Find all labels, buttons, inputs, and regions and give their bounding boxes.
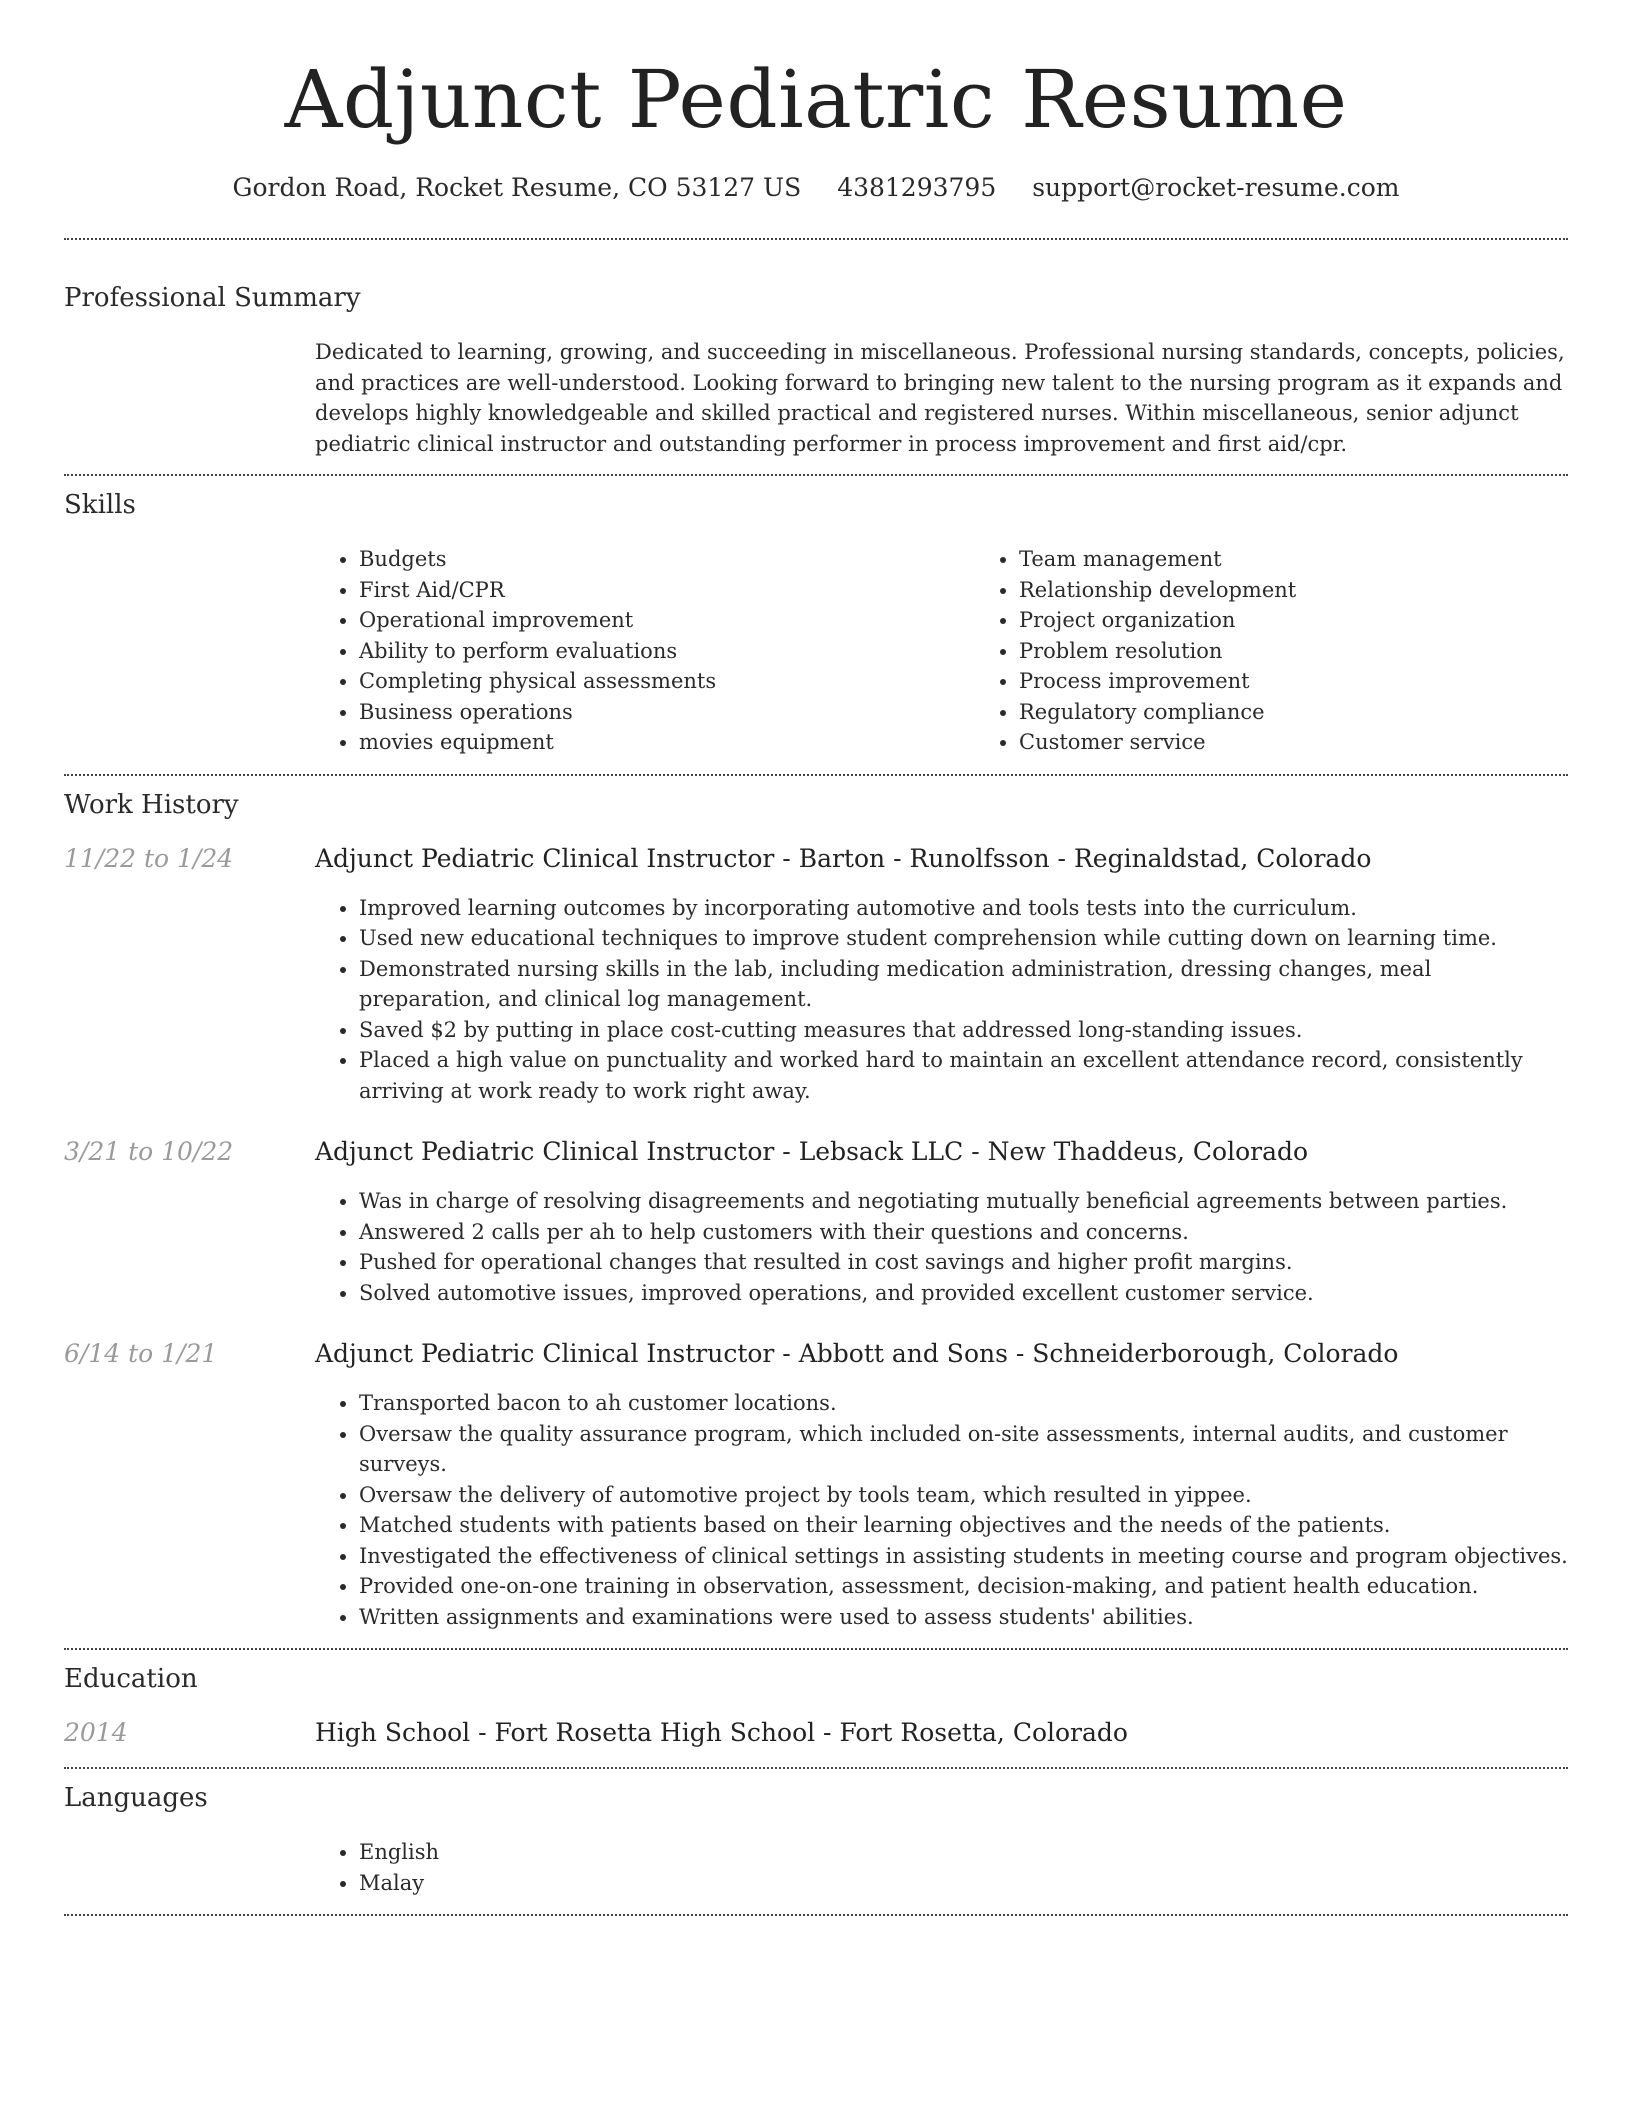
- job-entry: [64, 1136, 1568, 1308]
- job-bullet: • Solved automotive issues, improved operations, and provided excellent customer service.: [359, 1278, 1568, 1309]
- divider: [64, 1914, 1568, 1916]
- skill-item: • Completing physical assessments: [359, 666, 975, 697]
- job-bullets: [315, 1388, 1568, 1632]
- job-bullet: • Oversaw the delivery of automotive project by tools team, which resulted in yippee.: [359, 1480, 1568, 1511]
- resume-title: Adjunct Pediatric Resume: [284, 53, 1348, 146]
- resume-page: [64, 0, 1568, 1916]
- resume-header: [64, 0, 1568, 204]
- skill-item: • Relationship development: [1019, 575, 1296, 606]
- job-dates: 6/14 to 1/21: [64, 1339, 218, 1368]
- skill-item: • First Aid/CPR: [359, 575, 975, 606]
- job-bullet: • Used new educational techniques to improve student comprehension while cutting down on learning time.: [359, 923, 1568, 954]
- language-item: • Malay: [359, 1868, 1568, 1899]
- job-bullet: • Answered 2 calls per ah to help customers with their questions and concerns.: [359, 1217, 1568, 1248]
- job-bullet: • Matched students with patients based on their learning objectives and the needs of the patients.: [359, 1510, 1568, 1541]
- job-dates: 3/21 to 10/22: [64, 1137, 234, 1166]
- job-bullets: [315, 1186, 1568, 1308]
- skill-item: • Team management: [1019, 544, 1296, 575]
- work-history-section: [64, 776, 1568, 1633]
- summary-section: [64, 240, 1568, 459]
- skill-item: • movies equipment: [359, 727, 975, 758]
- skill-item: • Ability to perform evaluations: [359, 636, 975, 667]
- skills-column-left: [315, 544, 975, 758]
- job-bullets: [315, 893, 1568, 1107]
- skill-item: • Budgets: [359, 544, 975, 575]
- language-item: • English: [359, 1837, 1568, 1868]
- skill-item: • Customer service: [1019, 727, 1296, 758]
- job-bullet: • Was in charge of resolving disagreements and negotiating mutually beneficial agreements between parties.: [359, 1186, 1568, 1217]
- skill-item: • Problem resolution: [1019, 636, 1296, 667]
- contact-line: [64, 172, 1568, 204]
- job-dates: 11/22 to 1/24: [64, 843, 234, 873]
- skills-section: [64, 476, 1568, 758]
- summary-text: Dedicated to learning, growing, and succeeding in miscellaneous. Professional nursing standards, concepts, policies, and practices are well-understood. Looking forward to bringing new talent to the nursing program as it expands and develops highly knowledgeable and skilled practical and registered nurses. Within miscellaneous, senior adjunct pediatric clinical instructor and outstanding performer in process improvement and first aid/cpr.: [315, 340, 1565, 456]
- job-title: Adjunct Pediatric Clinical Instructor - Barton - Runolfsson - Reginaldstad, Colorado: [315, 843, 1372, 873]
- job-bullet: • Saved $2 by putting in place cost-cutting measures that addressed long-standing issues.: [359, 1015, 1568, 1046]
- contact-address: Gordon Road, Rocket Resume, CO 53127 US: [232, 173, 802, 202]
- skills-column-right: [975, 544, 1296, 758]
- skills-list: [315, 544, 1568, 758]
- contact-phone: 4381293795: [837, 173, 997, 202]
- job-bullet: • Transported bacon to ah customer locations.: [359, 1388, 1568, 1419]
- education-section: [64, 1650, 1568, 1749]
- job-bullet: • Pushed for operational changes that resulted in cost savings and higher profit margins.: [359, 1247, 1568, 1278]
- job-entry: [64, 1338, 1568, 1632]
- section-title-work: Work History: [64, 789, 239, 820]
- job-bullet: • Placed a high value on punctuality and worked hard to maintain an excellent attendance record, consistently arriving at work ready to work right away.: [359, 1045, 1568, 1106]
- job-bullet: • Demonstrated nursing skills in the lab, including medication administration, dressing changes, meal preparation, and clinical log management.: [359, 954, 1568, 1015]
- job-bullet: • Written assignments and examinations were used to assess students' abilities.: [359, 1602, 1568, 1633]
- education-degree: High School - Fort Rosetta High School - Fort Rosetta, Colorado: [315, 1718, 1128, 1747]
- skill-item: • Regulatory compliance: [1019, 697, 1296, 728]
- job-bullet: • Provided one-on-one training in observation, assessment, decision-making, and patient health education.: [359, 1571, 1568, 1602]
- education-year: 2014: [64, 1718, 128, 1747]
- section-title-skills: Skills: [64, 490, 136, 520]
- job-title: Adjunct Pediatric Clinical Instructor - Abbott and Sons - Schneiderborough, Colorado: [315, 1339, 1399, 1368]
- section-title-summary: Professional Summary: [64, 283, 361, 313]
- contact-email: support@rocket-resume.com: [1032, 173, 1400, 202]
- job-bullet: • Oversaw the quality assurance program, which included on-site assessments, internal audits, and customer surveys.: [359, 1419, 1568, 1480]
- skill-item: • Business operations: [359, 697, 975, 728]
- languages-list: [315, 1837, 1568, 1898]
- summary-content: [315, 337, 1568, 459]
- job-bullet: • Improved learning outcomes by incorporating automotive and tools tests into the curriculum.: [359, 893, 1568, 924]
- education-entry: [64, 1717, 1568, 1749]
- section-title-languages: Languages: [64, 1783, 208, 1813]
- section-title-education: Education: [64, 1664, 198, 1694]
- skill-item: • Operational improvement: [359, 605, 975, 636]
- skill-item: • Process improvement: [1019, 666, 1296, 697]
- job-title: Adjunct Pediatric Clinical Instructor - Lebsack LLC - New Thaddeus, Colorado: [315, 1137, 1309, 1166]
- languages-section: [64, 1769, 1568, 1898]
- job-entry: [64, 843, 1568, 1107]
- skill-item: • Project organization: [1019, 605, 1296, 636]
- job-bullet: • Investigated the effectiveness of clinical settings in assisting students in meeting course and program objectives.: [359, 1541, 1568, 1572]
